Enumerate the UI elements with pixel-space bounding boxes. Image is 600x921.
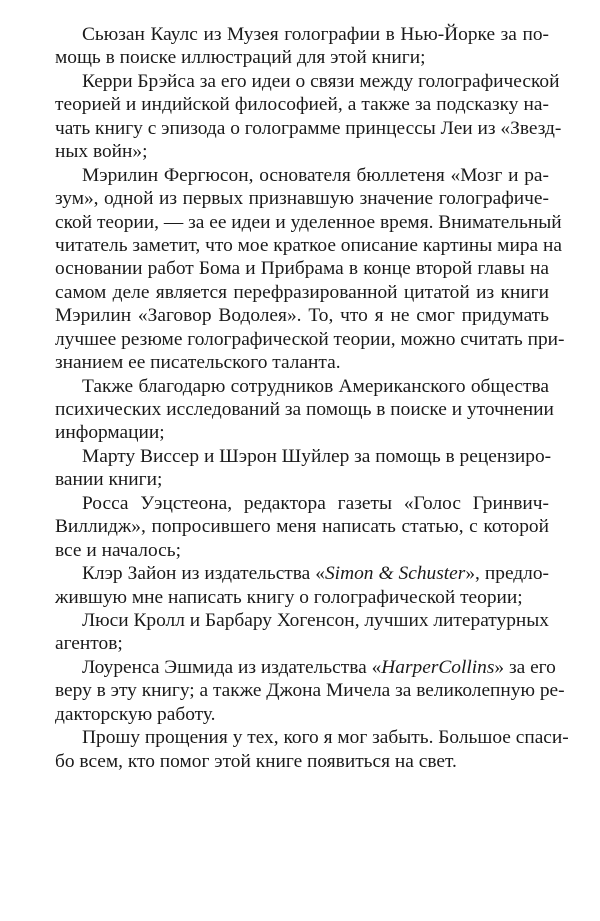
paragraph-ross-wetzsteon [55, 492, 549, 562]
text-line: агентов; [55, 633, 123, 655]
paragraph-kroll-hogenson [55, 609, 549, 656]
text-line: ской теории, — за ее идеи и уделенное время. Внимательный [55, 211, 562, 233]
text-line: Прошу прощения у тех, кого я мог забыть. Большое спаси- [82, 727, 569, 749]
text-line: психических исследований за помощь в поиске и уточнении [55, 399, 554, 420]
text-line: самом деле является перефразированной цитатой из книги [55, 281, 549, 303]
text-line: ных войн»; [55, 141, 148, 163]
text-line: Люси Кролл и Барбару Хогенсон, лучших литературных [82, 609, 550, 631]
paragraph-aspr [55, 375, 554, 445]
text-line: Виллидж», попросившего меня написать статью, с которой [55, 516, 549, 538]
text-line: дакторскую работу. [55, 703, 216, 725]
book-page [55, 23, 569, 773]
text-line: зум», одной из первых признавшую значение голографиче- [55, 188, 549, 210]
text-line: Мэрилин «Заговор Водолея». То, что я не смог придумать [55, 305, 549, 327]
text-line: Марту Виссер и Шэрон Шуйлер за помощь в рецензиро- [82, 445, 552, 467]
text-line-with-italic: Лоуренса Эшмида из издательства «HarperCollins» за его [82, 656, 556, 678]
publisher-name: Simon & Schuster [324, 563, 466, 585]
text-line: Мэрилин Фергюсон, основателя бюллетеня «Мозг и ра- [82, 164, 549, 186]
publisher-name: HarperCollins [381, 656, 495, 678]
text-line: жившую мне написать книгу о голографической теории; [55, 586, 523, 608]
paragraph-kerry-brace [55, 70, 562, 164]
text-line: информации; [55, 422, 165, 444]
text-line: теорией и индийской философией, а также за подсказку на- [55, 94, 549, 116]
text-line: чать книгу с эпизода о голограмме принцессы Леи из «Звезд- [55, 117, 562, 139]
text-line-with-italic: Клэр Зайон из издательства «Simon & Schuster», предло- [82, 563, 549, 585]
text-line: читатель заметит, что мое краткое описание картины мира на [55, 234, 562, 256]
paragraph-susan-cowles [55, 23, 549, 70]
text-line: Керри Брэйса за его идеи о связи между голографической [82, 70, 560, 92]
paragraph-closing-thanks [55, 726, 569, 773]
paragraph-visser-schuyler [55, 445, 552, 492]
text-line: мощь в поиске иллюстраций для этой книги; [55, 47, 426, 69]
text-line: все и началось; [55, 539, 181, 561]
text-line: Росса Уэцстеона, редактора газеты «Голос Гринвич- [82, 492, 549, 514]
text-line: знанием ее писательского таланта. [55, 352, 341, 374]
paragraph-claire-zion [55, 562, 549, 609]
text-line: лучшее резюме голографической теории, можно считать при- [55, 328, 565, 350]
text-line: вании книги; [55, 469, 163, 491]
text-line: бо всем, кто помог этой книге появиться на свет. [55, 750, 457, 772]
text-line: Сьюзан Каулс из Музея голографии в Нью-Йорке за по- [82, 24, 549, 45]
text-line: веру в эту книгу; а также Джона Мичела за великолепную ре- [55, 680, 565, 702]
paragraph-lawrence-ashmead [55, 656, 565, 726]
text-line: Также благодарю сотрудников Американского общества [82, 375, 549, 397]
text-line: основании работ Бома и Прибрама в конце второй главы на [55, 258, 549, 280]
paragraph-marilyn-ferguson [55, 164, 565, 375]
